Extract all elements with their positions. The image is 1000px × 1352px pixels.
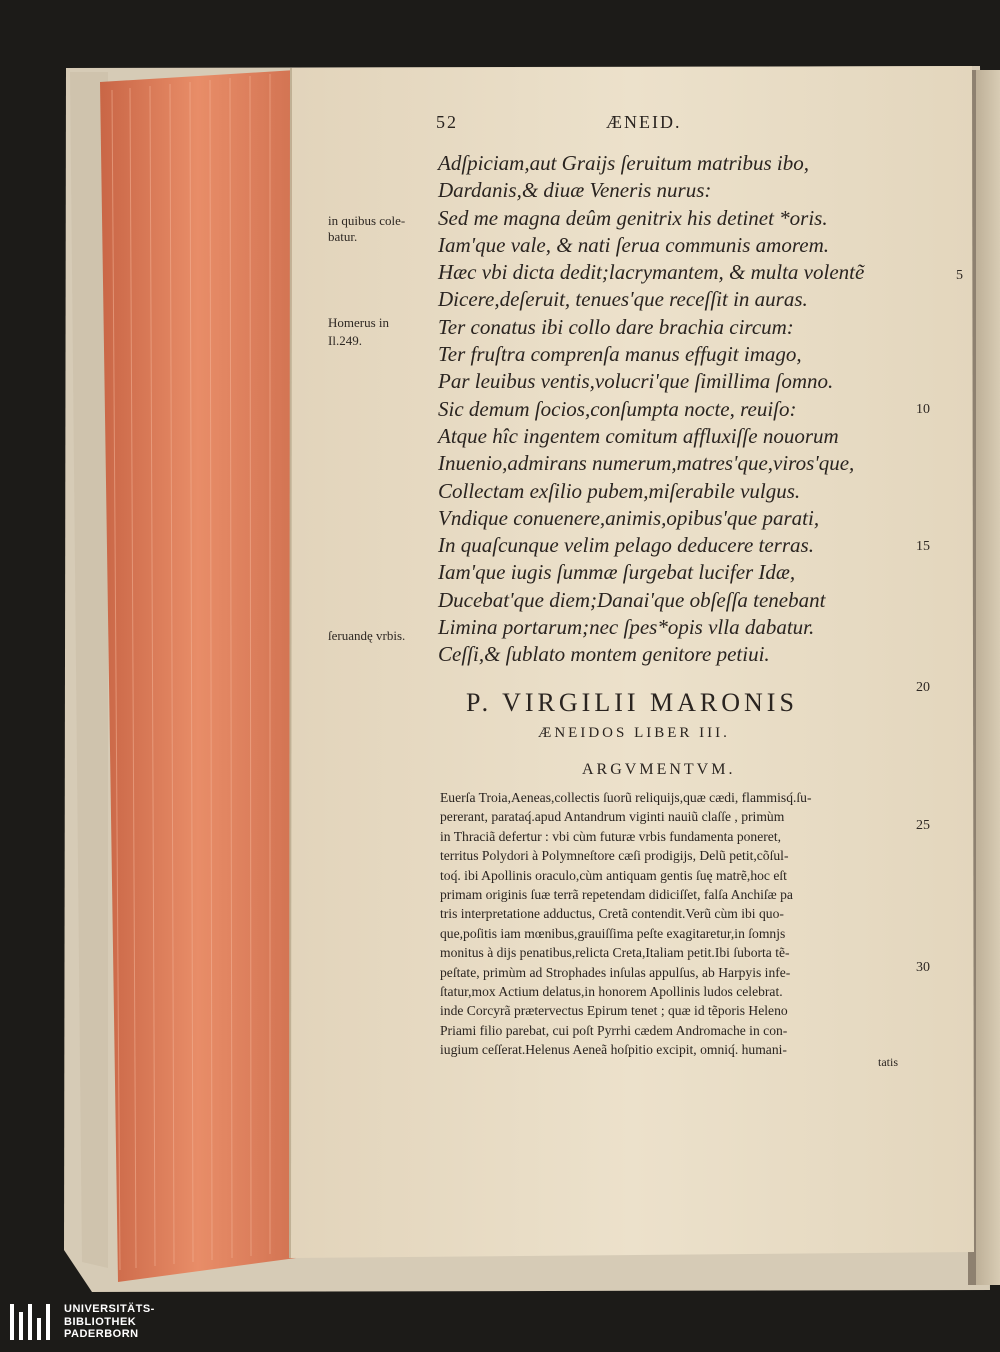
line-number: 10 xyxy=(916,402,930,417)
verse-line: Ter conatus ibi collo dare brachia circum: xyxy=(438,314,794,339)
argument-line: Priami filio parebat, cui poſt Pyrrhi cædem Andromache in con- xyxy=(440,1022,788,1038)
argument-line: toq́. ibi Apollinis oraculo,cùm antiquam gentis ſuę matrẽ,hoc eſt xyxy=(440,867,787,883)
verse-line: Par leuibus ventis,volucri'que ſimillima ſomno. xyxy=(438,369,834,394)
verse-line: Ducebat'que diem;Danai'que obſeſſa tenebant xyxy=(438,587,826,612)
argument-line: Euerſa Troia,Aeneas,collectis ſuorũ reliquijs,quæ cædi, flammisq́.ſu- xyxy=(440,790,812,805)
line-number: 25 xyxy=(916,818,930,833)
line-number: 15 xyxy=(916,539,930,554)
catchword: tatis xyxy=(878,1055,898,1069)
argument-line: primam originis ſuæ terrã repetendam didiciſſet, falſa Anchiſæ pa xyxy=(440,886,793,902)
verse-line: Collectam exſilio pubem,miſerabile vulgus. xyxy=(438,478,801,503)
verse-line: Iam'que iugis ſummæ ſurgebat lucifer Idæ, xyxy=(438,560,796,585)
library-logo-line: PADERBORN xyxy=(64,1328,139,1340)
margin-note: Il.249. xyxy=(328,333,362,348)
margin-note: Homerus in xyxy=(328,315,390,330)
line-number: 5 xyxy=(956,268,963,283)
verse-line: Dicere,deſeruit, tenues'que receſſit in auras. xyxy=(438,287,808,312)
argument-line: que,poſitis iam mœnibus,grauiſſima peſte exagitaretur,in ſomnjs xyxy=(440,925,786,941)
argument-line: pererant, parataq́.apud Antandrum viginti nauiũ claſſe , primùm xyxy=(440,809,785,825)
argument-heading: ARGVMENTVM. xyxy=(582,761,736,778)
verse-line: Sic demum ſocios,conſumpta nocte, reuiſo: xyxy=(438,396,797,421)
argument-line: territus Polydori à Polymneſtore cæſi prodigijs, Delũ petit,cõſul- xyxy=(440,848,789,864)
verse-line: Ter fruſtra comprenſa manus effugit imago, xyxy=(438,342,802,367)
verse-line: Inuenio,admirans numerum,matres'que,viros'que, xyxy=(438,451,855,476)
verse-line: Sed me magna deûm genitrix his detinet *oris. xyxy=(438,205,828,230)
margin-note: ſeruandę vrbis. xyxy=(328,628,406,643)
line-number: 20 xyxy=(916,680,930,695)
argument-line: ſtatur,mox Actium delatus,in honorem Apollinis ludos celebrat. xyxy=(440,983,783,999)
library-logo-icon xyxy=(10,1302,54,1342)
verse-line: In quaſcunque velim pelago deducere terras. xyxy=(438,533,814,558)
margin-note: in quibus cole- xyxy=(328,213,406,228)
verse-line: Hæc vbi dicta dedit;lacrymantem, & multa volentẽ xyxy=(438,260,865,285)
library-logo-text xyxy=(64,1303,155,1341)
argument-line: inde Corcyrã prætervectus Epirum tenet ; quæ id tẽporis Heleno xyxy=(440,1003,788,1019)
verse-line: Atque hîc ingentem comitum affluxiſſe nouorum xyxy=(438,423,839,448)
verse-line: Adſpiciam,aut Graijs ſeruitum matribus ibo, xyxy=(438,151,810,175)
library-logo-line: BIBLIOTHEK xyxy=(64,1315,137,1328)
argument-line: peſtate, primùm ad Strophades inſulas appulſus, ab Harpyis infe- xyxy=(440,964,791,980)
book-title: P. VIRGILII MARONIS xyxy=(466,688,798,717)
line-number: 30 xyxy=(916,960,930,975)
page-number: 52 xyxy=(436,112,458,132)
verse-line: Ceſſi,& ſublato montem genitore petiui. xyxy=(438,642,770,667)
running-header xyxy=(436,112,896,140)
argument-line: monitus à dijs penatibus,relicta Creta,Italiam petit.Ibi ſuborta tẽ- xyxy=(440,945,790,961)
verse-block xyxy=(438,150,864,669)
argument-line: iugium ceſſerat.Helenus Aeneã hoſpitio excipit, omniq́. humani- xyxy=(440,1042,787,1058)
verse-line: Limina portarum;nec ſpes*opis vlla dabatur. xyxy=(438,615,815,640)
verse-line: Dardanis,& diuæ Veneris nurus: xyxy=(438,178,712,203)
verse-line: Iam'que vale, & nati ſerua communis amorem. xyxy=(438,232,829,257)
margin-note: batur. xyxy=(328,229,358,244)
book-subtitle: ÆNEIDOS LIBER III. xyxy=(538,725,730,741)
argument-line: tris interpretatione adductus, Cretã contendit.Verũ cùm ibi quo- xyxy=(440,906,784,922)
argument-line: in Thraciã defertur : vbi cùm futuræ vrbis fundamenta poneret, xyxy=(440,828,781,844)
running-head-title: ÆNEID. xyxy=(606,112,682,132)
library-logo-line: UNIVERSITÄTS- xyxy=(64,1303,155,1315)
argument-text xyxy=(440,788,934,1059)
verse-line: Vndique conuenere,animis,opibus'que parati, xyxy=(438,505,820,530)
